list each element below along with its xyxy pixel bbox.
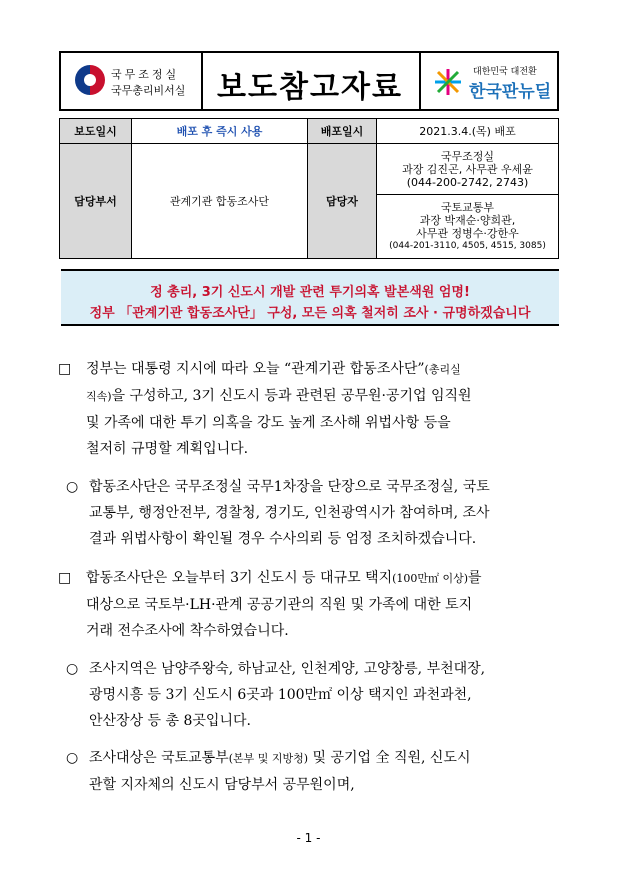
section-1-line-2 xyxy=(58,383,560,410)
headline-banner xyxy=(61,269,559,326)
text-run: 정부는 대통령 지시에 따라 오늘 “관계기관 합동조사단” xyxy=(86,361,425,377)
contact-2-names-2: 사무관 정병수·강한우 xyxy=(416,226,519,240)
title-cell xyxy=(201,53,421,109)
section-2-line-1 xyxy=(58,565,560,592)
text-run: 를 xyxy=(468,570,482,586)
section-1-line-3: 및 가족에 대한 투기 의혹을 강도 높게 조사해 위법사항 등을 xyxy=(86,415,451,431)
release-label: 보도일시 xyxy=(60,119,132,144)
circle-bullet-icon: ○ xyxy=(66,479,79,495)
subsection-1-line-1: 합동조사단은 국무조정실 국무1차장을 단장으로 국무조정실, 국토 xyxy=(89,479,490,495)
subsection-1 xyxy=(66,474,560,552)
dist-label: 배포일시 xyxy=(308,119,377,144)
dept-value: 관계기관 합동조사단 xyxy=(132,144,308,259)
contact-1-phone: (044-200-2742, 2743) xyxy=(406,175,529,189)
release-info-table xyxy=(59,118,559,259)
release-value: 배포 후 즉시 사용 xyxy=(132,119,308,144)
text-run: 합동조사단은 오늘부터 3기 신도시 등 대규모 택지 xyxy=(86,570,393,586)
section-2 xyxy=(58,565,560,644)
contact-label: 담당자 xyxy=(308,144,377,259)
dept-label: 담당부서 xyxy=(60,144,132,259)
headline-line-1: 정 총리, 3기 신도시 개발 관련 투기의혹 발본색원 엄명! xyxy=(150,285,470,300)
contact-1-names: 과장 김진곤, 사무관 우세윤 xyxy=(402,162,533,176)
circle-bullet-icon: ○ xyxy=(66,750,79,766)
square-bullet-icon: □ xyxy=(58,361,72,377)
section-2-line-3: 거래 전수조사에 착수하였습니다. xyxy=(86,623,289,639)
section-2-line-2: 대상으로 국토부·LH·관계 공공기관의 직원 및 가족에 대한 토지 xyxy=(86,597,473,613)
text-run-small: (100만㎡ 이상) xyxy=(392,572,469,585)
subsection-2-line-1: 조사지역은 남양주왕숙, 하남교산, 인천계양, 고양창릉, 부천대장, xyxy=(89,661,486,677)
contact-2-org: 국토교통부 xyxy=(440,200,495,214)
new-deal-logo-icon xyxy=(433,67,463,97)
page-number: - 1 - xyxy=(296,831,321,845)
circle-bullet-icon: ○ xyxy=(66,661,79,677)
text-run-small: (총리실 xyxy=(424,363,461,376)
text-run: 및 공기업 全 직원, 신도시 xyxy=(308,750,471,766)
contact-2-phone: (044-201-3110, 4505, 4515, 3085) xyxy=(389,240,546,251)
contact-2-names-1: 과장 박재순·양희관, xyxy=(419,213,516,227)
section-1-line-1 xyxy=(58,356,560,383)
subsection-1-line-2: 교통부, 행정안전부, 경찰청, 경기도, 인천광역시가 참여하며, 조사 xyxy=(89,505,490,521)
subsection-1-line-3: 결과 위법사항이 확인될 경우 수사의뢰 등 엄정 조치하겠습니다. xyxy=(89,531,477,547)
text-run: 을 구성하고, 3기 신도시 등과 관련된 공무원·공기업 임직원 xyxy=(111,388,472,404)
text-run-small: 직속) xyxy=(86,390,112,403)
org-logo-cell xyxy=(61,53,203,109)
subsection-3-line-1 xyxy=(66,745,560,772)
subsection-3-line-2: 관할 지자체의 신도시 담당부서 공무원이며, xyxy=(89,777,355,793)
subsection-2-line-2: 광명시흥 등 3기 신도시 6곳과 100만㎡ 이상 택지인 과천과천, xyxy=(89,687,472,703)
text-run: 조사대상은 국토교통부 xyxy=(89,750,229,766)
contact-2 xyxy=(377,195,559,259)
org-name-1: 국무조정실 xyxy=(111,68,180,81)
government-emblem-icon xyxy=(75,65,105,95)
contact-1 xyxy=(377,144,559,195)
brand-slogan: 대한민국 대전환 xyxy=(473,67,537,77)
subsection-2 xyxy=(66,656,560,734)
org-name-2: 국무총리비서실 xyxy=(111,84,186,97)
contact-1-org: 국무조정실 xyxy=(440,149,495,163)
press-header xyxy=(59,51,559,111)
subsection-2-line-3: 안산장상 등 총 8곳입니다. xyxy=(89,713,251,729)
text-run-small: (본부 및 지방청) xyxy=(228,752,309,765)
square-bullet-icon: □ xyxy=(58,570,72,586)
section-1-line-4: 철저히 규명할 계획입니다. xyxy=(86,441,249,457)
headline-line-2: 정부 「관계기관 합동조사단」 구성, 모든 의혹 철저히 조사 · 규명하겠습니다 xyxy=(89,306,531,321)
section-1 xyxy=(58,356,560,462)
brand-cell xyxy=(419,53,557,109)
dist-value: 2021.3.4.(목) 배포 xyxy=(377,119,559,144)
brand-name: 한국판뉴딜 xyxy=(469,82,552,102)
document-title: 보도참고자료 xyxy=(217,70,403,105)
subsection-3 xyxy=(66,745,560,798)
